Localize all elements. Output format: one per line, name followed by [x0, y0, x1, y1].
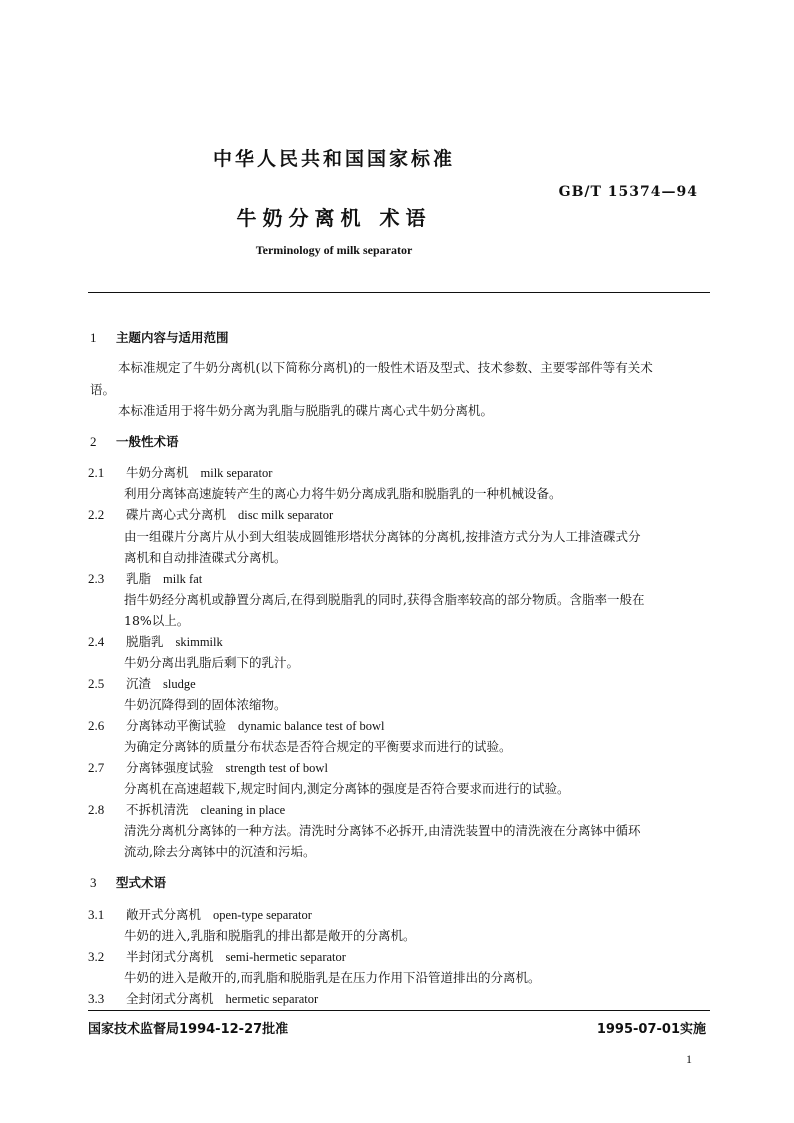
- term-cn: 沉渣: [126, 676, 152, 691]
- implementation-date: 1995-07-01实施: [596, 1022, 706, 1037]
- section-number: 2: [90, 434, 97, 449]
- term-heading: [88, 505, 333, 523]
- national-standard-heading: 中华人民共和国国家标准: [212, 148, 455, 170]
- term-heading: [88, 758, 328, 776]
- term-number: 3.1: [88, 907, 105, 922]
- term-en: semi-hermetic separator: [225, 950, 346, 964]
- term-definition: 牛奶的进入,乳脂和脱脂乳的排出都是敞开的分离机。: [124, 928, 416, 943]
- term-heading: [88, 463, 272, 481]
- section-title: 主题内容与适用范围: [116, 330, 229, 345]
- term-cn: 敞开式分离机: [126, 907, 202, 922]
- section-number: 1: [90, 330, 97, 345]
- term-heading: [88, 674, 196, 692]
- term-number: 2.6: [88, 718, 105, 733]
- term-heading: [88, 632, 223, 650]
- term-cn: 全封闭式分离机: [126, 991, 214, 1006]
- term-cn: 碟片离心式分离机: [126, 507, 227, 522]
- term-definition: 指牛奶经分离机或静置分离后,在得到脱脂乳的同时,获得含脂率较高的部分物质。含脂率一般在: [124, 592, 645, 607]
- page-number: 1: [686, 1052, 692, 1066]
- term-heading: [88, 569, 202, 587]
- term-number: 2.2: [88, 507, 105, 522]
- term-number: 2.1: [88, 465, 105, 480]
- term-number: 2.3: [88, 571, 105, 586]
- term-cn: 分离钵动平衡试验: [126, 718, 227, 733]
- term-definition: 清洗分离机分离钵的一种方法。清洗时分离钵不必拆开,由清洗装置中的清洗液在分离钵中循环: [124, 823, 641, 838]
- section-1-paragraph-1: 本标准规定了牛奶分离机(以下简称分离机)的一般性术语及型式、技术参数、主要零部件等有关术: [118, 360, 653, 375]
- term-en: strength test of bowl: [225, 761, 328, 775]
- section-title: 型式术语: [116, 875, 167, 890]
- term-heading: [88, 716, 385, 734]
- term-definition: 牛奶分离出乳脂后剩下的乳汁。: [124, 655, 300, 670]
- term-heading: [88, 800, 285, 818]
- term-en: disc milk separator: [238, 508, 334, 522]
- term-cn: 乳脂: [126, 571, 152, 586]
- term-en: hermetic separator: [225, 992, 319, 1006]
- term-definition: 18%以上。: [124, 613, 190, 628]
- term-number: 3.2: [88, 949, 105, 964]
- term-heading: [88, 989, 318, 1007]
- section-number: 3: [90, 875, 97, 890]
- term-number: 2.7: [88, 760, 105, 775]
- term-en: sludge: [163, 677, 196, 691]
- term-definition: 利用分离钵高速旋转产生的离心力将牛奶分离成乳脂和脱脂乳的一种机械设备。: [124, 486, 562, 501]
- term-number: 2.5: [88, 676, 105, 691]
- term-en: open-type separator: [213, 908, 312, 922]
- term-cn: 半封闭式分离机: [126, 949, 214, 964]
- approval-date: 国家技术监督局1994-12-27批准: [88, 1022, 289, 1037]
- section-title: 一般性术语: [116, 434, 179, 449]
- section-3-heading: [90, 873, 166, 891]
- section-1-paragraph-1-cont: 语。: [90, 382, 116, 397]
- footer-divider: [88, 1010, 710, 1011]
- term-number: 3.3: [88, 991, 105, 1006]
- term-en: milk separator: [200, 466, 273, 480]
- document-title: 牛奶分离机 术语: [236, 206, 432, 230]
- term-definition: 由一组碟片分离片从小到大组装成圆锥形塔状分离钵的分离机,按排渣方式分为人工排渣碟式分: [124, 529, 641, 544]
- term-definition: 牛奶的进入是敞开的,而乳脂和脱脂乳是在压力作用下沿管道排出的分离机。: [124, 970, 541, 985]
- term-definition: 分离机在高速超载下,规定时间内,测定分离钵的强度是否符合要求而进行的试验。: [124, 781, 570, 796]
- term-en: milk fat: [163, 572, 203, 586]
- term-number: 2.8: [88, 802, 105, 817]
- term-en: dynamic balance test of bowl: [238, 719, 385, 733]
- term-heading: [88, 947, 346, 965]
- term-en: skimmilk: [175, 635, 223, 649]
- term-cn: 不拆机清洗: [126, 802, 189, 817]
- term-heading: [88, 905, 312, 923]
- header-divider: [88, 292, 710, 293]
- term-number: 2.4: [88, 634, 105, 649]
- term-cn: 牛奶分离机: [126, 465, 189, 480]
- term-definition: 牛奶沉降得到的固体浓缩物。: [124, 697, 287, 712]
- section-1-heading: [90, 328, 229, 346]
- term-cn: 分离钵强度试验: [126, 760, 214, 775]
- standard-number: GB/T 15374—94: [558, 184, 698, 200]
- term-en: cleaning in place: [200, 803, 286, 817]
- document-title-english: Terminology of milk separator: [255, 243, 413, 257]
- term-definition: 离机和自动排渣碟式分离机。: [124, 550, 287, 565]
- section-1-paragraph-2: 本标准适用于将牛奶分离为乳脂与脱脂乳的碟片离心式牛奶分离机。: [118, 403, 494, 418]
- term-cn: 脱脂乳: [126, 634, 164, 649]
- term-definition: 为确定分离钵的质量分布状态是否符合规定的平衡要求而进行的试验。: [124, 739, 512, 754]
- section-2-heading: [90, 432, 179, 450]
- term-definition: 流动,除去分离钵中的沉渣和污垢。: [124, 844, 316, 859]
